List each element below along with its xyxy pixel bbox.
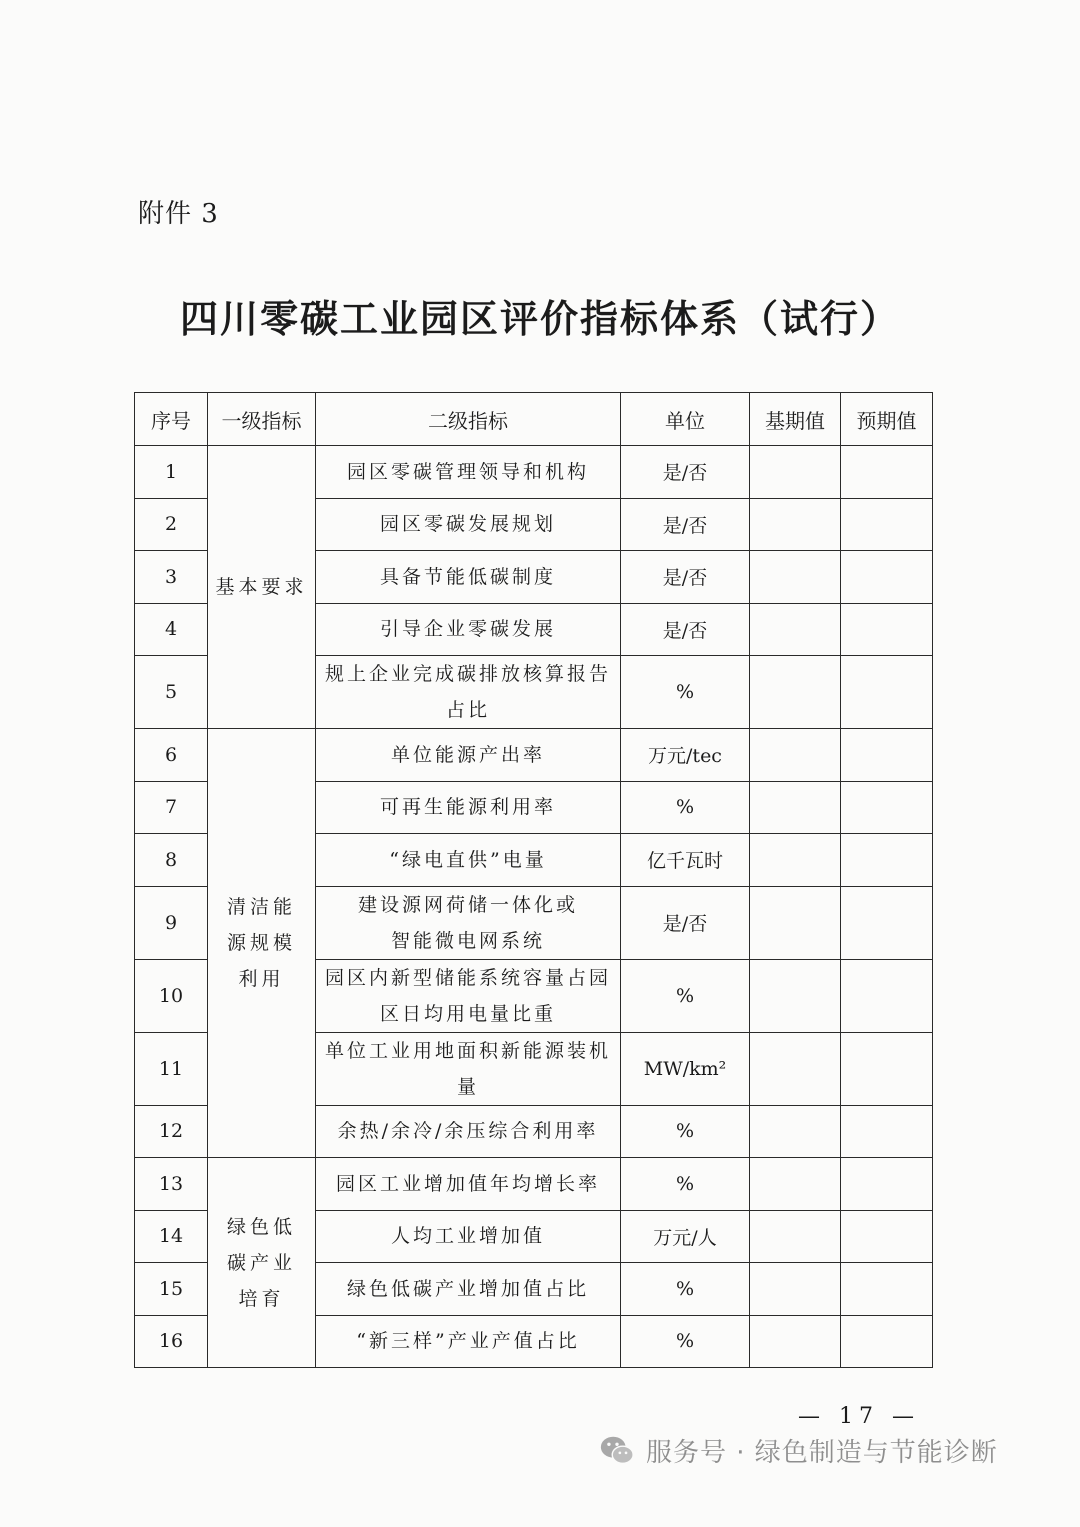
unit-cell: % <box>621 1315 750 1368</box>
page-number: — 17 — <box>798 1404 920 1429</box>
row-no: 14 <box>135 1210 208 1263</box>
page-title: 四川零碳工业园区评价指标体系（试行） <box>179 297 900 341</box>
unit-cell: 是/否 <box>621 886 750 959</box>
unit-cell: 万元/人 <box>621 1210 750 1263</box>
indicator-name: 余热/余冷/余压综合利用率 <box>316 1105 621 1158</box>
watermark-text: 服务号 · 绿色制造与节能诊断 <box>646 1437 998 1468</box>
row-no: 6 <box>135 729 208 782</box>
indicator-name: “绿电直供”电量 <box>316 834 621 887</box>
row-no: 2 <box>135 498 208 551</box>
expected-value-cell[interactable] <box>841 656 933 729</box>
base-value-cell[interactable] <box>750 781 841 834</box>
indicator-name: 具备节能低碳制度 <box>316 551 621 604</box>
row-no: 1 <box>135 446 208 499</box>
expected-value-cell[interactable] <box>841 1315 933 1368</box>
indicator-name: 园区零碳发展规划 <box>316 498 621 551</box>
table-row <box>135 1158 933 1211</box>
header-no: 序号 <box>135 393 208 446</box>
unit-cell: 是/否 <box>621 446 750 499</box>
expected-value-cell[interactable] <box>841 1263 933 1316</box>
base-value-cell[interactable] <box>750 1032 841 1105</box>
unit-cell: % <box>621 1105 750 1158</box>
indicator-name: 园区内新型储能系统容量占园区日均用电量比重 <box>316 959 621 1032</box>
expected-value-cell[interactable] <box>841 729 933 782</box>
row-no: 13 <box>135 1158 208 1211</box>
expected-value-cell[interactable] <box>841 1158 933 1211</box>
row-no: 7 <box>135 781 208 834</box>
row-no: 16 <box>135 1315 208 1368</box>
base-value-cell[interactable] <box>750 1263 841 1316</box>
base-value-cell[interactable] <box>750 1158 841 1211</box>
expected-value-cell[interactable] <box>841 834 933 887</box>
header-level2: 二级指标 <box>316 393 621 446</box>
indicator-name: 单位工业用地面积新能源装机量 <box>316 1032 621 1105</box>
indicator-name: 园区工业增加值年均增长率 <box>316 1158 621 1211</box>
table-row <box>135 446 933 499</box>
unit-cell: % <box>621 656 750 729</box>
unit-cell: 是/否 <box>621 551 750 604</box>
category-cell: 基本要求 <box>208 446 316 729</box>
expected-value-cell[interactable] <box>841 959 933 1032</box>
indicator-name: 可再生能源利用率 <box>316 781 621 834</box>
header-unit: 单位 <box>621 393 750 446</box>
row-no: 8 <box>135 834 208 887</box>
unit-cell: % <box>621 781 750 834</box>
base-value-cell[interactable] <box>750 498 841 551</box>
indicator-name: 引导企业零碳发展 <box>316 603 621 656</box>
base-value-cell[interactable] <box>750 834 841 887</box>
wechat-icon <box>598 1431 636 1469</box>
unit-cell: 是/否 <box>621 498 750 551</box>
row-no: 4 <box>135 603 208 656</box>
base-value-cell[interactable] <box>750 729 841 782</box>
row-no: 10 <box>135 959 208 1032</box>
indicator-name: 园区零碳管理领导和机构 <box>316 446 621 499</box>
table-row <box>135 729 933 782</box>
indicator-name: 规上企业完成碳排放核算报告占比 <box>316 656 621 729</box>
header-level1: 一级指标 <box>208 393 316 446</box>
header-base-value: 基期值 <box>750 393 841 446</box>
attachment-label: 附件 3 <box>138 199 219 229</box>
indicator-name: 绿色低碳产业增加值占比 <box>316 1263 621 1316</box>
indicator-name: 人均工业增加值 <box>316 1210 621 1263</box>
expected-value-cell[interactable] <box>841 1105 933 1158</box>
unit-cell: 是/否 <box>621 603 750 656</box>
base-value-cell[interactable] <box>750 1210 841 1263</box>
unit-cell: 万元/tec <box>621 729 750 782</box>
category-cell: 绿色低碳产业培育 <box>208 1158 316 1368</box>
base-value-cell[interactable] <box>750 1105 841 1158</box>
indicator-table <box>134 392 933 1368</box>
expected-value-cell[interactable] <box>841 1210 933 1263</box>
expected-value-cell[interactable] <box>841 1032 933 1105</box>
expected-value-cell[interactable] <box>841 446 933 499</box>
table-header-row <box>135 393 933 446</box>
unit-cell: % <box>621 959 750 1032</box>
base-value-cell[interactable] <box>750 656 841 729</box>
expected-value-cell[interactable] <box>841 551 933 604</box>
header-expected-value: 预期值 <box>841 393 933 446</box>
row-no: 11 <box>135 1032 208 1105</box>
row-no: 9 <box>135 886 208 959</box>
unit-cell: % <box>621 1158 750 1211</box>
unit-cell: MW/km² <box>621 1032 750 1105</box>
expected-value-cell[interactable] <box>841 498 933 551</box>
base-value-cell[interactable] <box>750 551 841 604</box>
indicator-name: 建设源网荷储一体化或智能微电网系统 <box>316 886 621 959</box>
expected-value-cell[interactable] <box>841 603 933 656</box>
watermark <box>598 1431 998 1469</box>
row-no: 5 <box>135 656 208 729</box>
expected-value-cell[interactable] <box>841 886 933 959</box>
base-value-cell[interactable] <box>750 1315 841 1368</box>
indicator-name: 单位能源产出率 <box>316 729 621 782</box>
row-no: 15 <box>135 1263 208 1316</box>
unit-cell: % <box>621 1263 750 1316</box>
base-value-cell[interactable] <box>750 886 841 959</box>
unit-cell: 亿千瓦时 <box>621 834 750 887</box>
expected-value-cell[interactable] <box>841 781 933 834</box>
category-cell: 清洁能源规模利用 <box>208 729 316 1158</box>
row-no: 12 <box>135 1105 208 1158</box>
base-value-cell[interactable] <box>750 959 841 1032</box>
base-value-cell[interactable] <box>750 446 841 499</box>
row-no: 3 <box>135 551 208 604</box>
indicator-name: “新三样”产业产值占比 <box>316 1315 621 1368</box>
base-value-cell[interactable] <box>750 603 841 656</box>
